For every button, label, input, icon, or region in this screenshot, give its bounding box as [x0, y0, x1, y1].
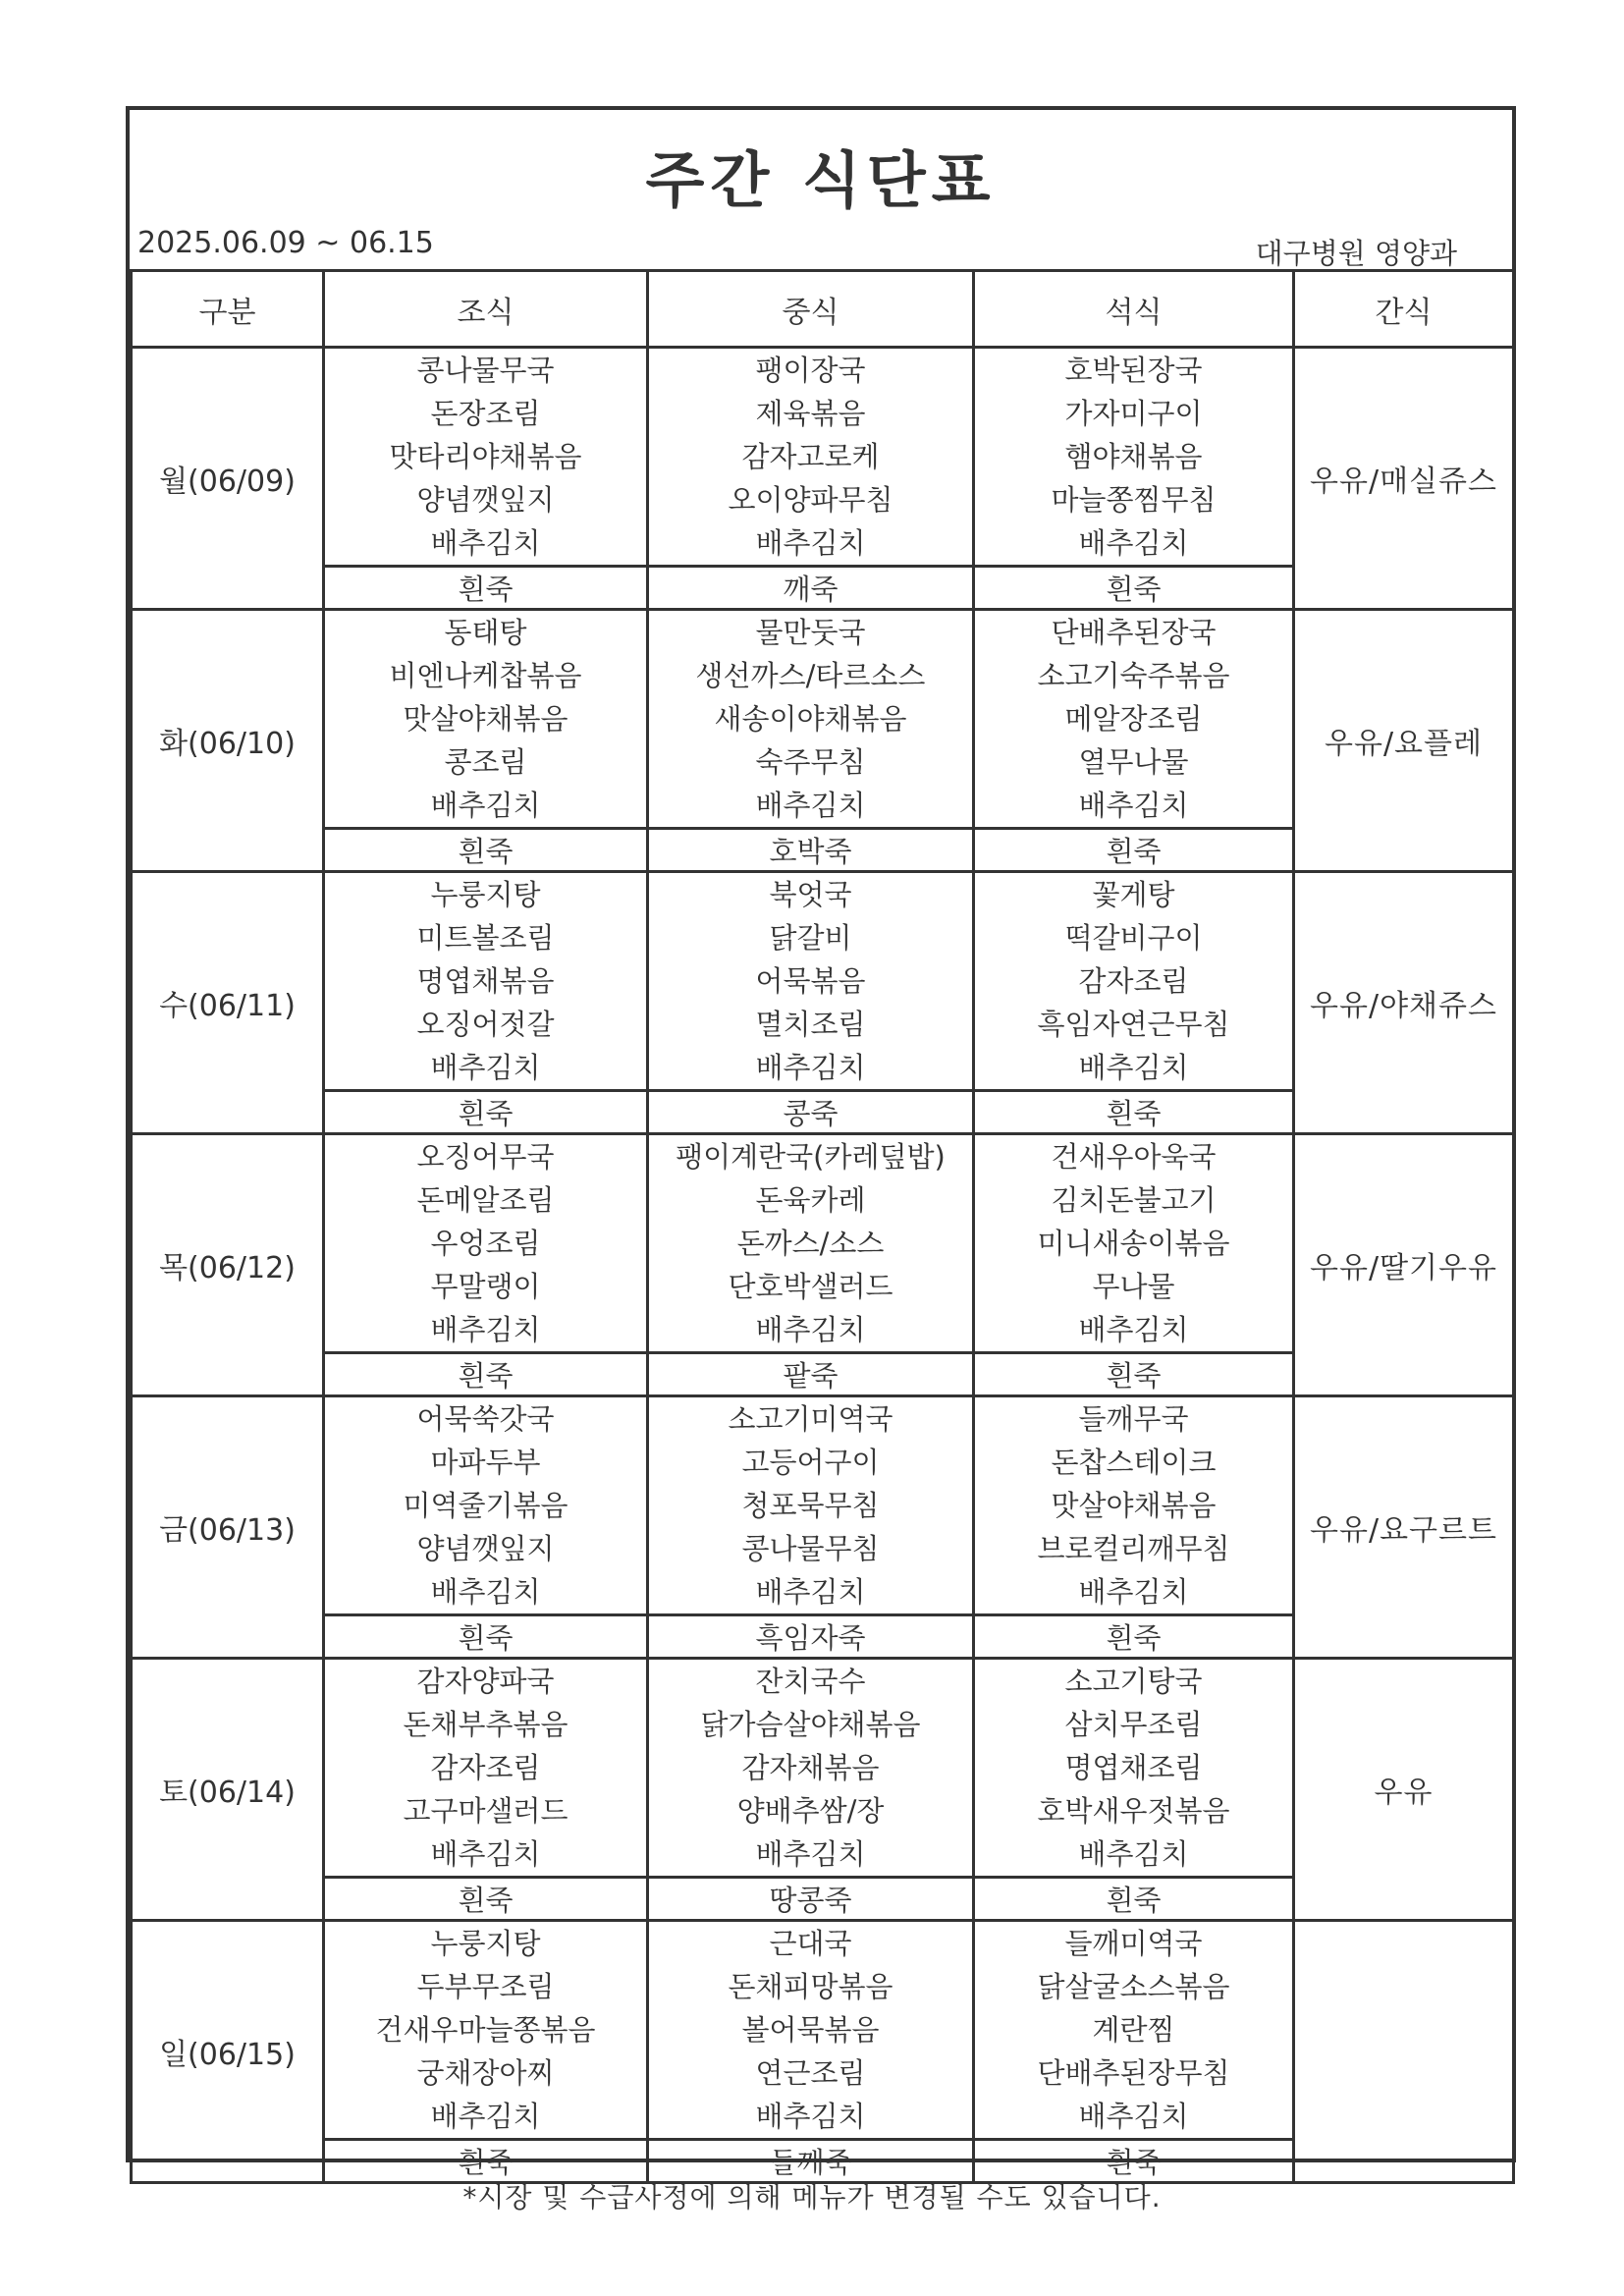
- day-label: 월(06/09): [132, 348, 324, 610]
- lunch-porridge: 콩죽: [648, 1091, 974, 1134]
- lunch-item: 돈육카레: [755, 1183, 866, 1217]
- snack-cell: 우유/딸기우유: [1294, 1134, 1514, 1396]
- breakfast-porridge: 흰죽: [324, 829, 648, 872]
- snack-cell: 우유/요플레: [1294, 610, 1514, 872]
- lunch-item: 어묵볶음: [755, 964, 866, 998]
- lunch-item: 배추김치: [755, 2100, 866, 2133]
- lunch-cell: [648, 1134, 974, 1353]
- dinner-cell: [974, 1921, 1294, 2140]
- breakfast-cell: [324, 872, 648, 1091]
- breakfast-cell: [324, 348, 648, 567]
- breakfast-item: 배추김치: [430, 1313, 541, 1346]
- day-row: [132, 1134, 1514, 1353]
- dinner-item: 배추김치: [1078, 1051, 1189, 1084]
- breakfast-cell: [324, 1921, 648, 2140]
- snack-cell: 우유/야채쥬스: [1294, 872, 1514, 1134]
- dinner-item: 가자미구이: [1064, 397, 1203, 430]
- menu-sheet: [126, 106, 1516, 2179]
- dinner-item: 닭살굴소스볶음: [1037, 1970, 1230, 2003]
- lunch-item: 연근조림: [755, 2056, 866, 2090]
- dinner-item: 명엽채조림: [1064, 1751, 1203, 1784]
- dinner-item: 미니새송이볶음: [1037, 1227, 1230, 1260]
- lunch-item: 단호박샐러드: [728, 1270, 893, 1303]
- dinner-porridge: 흰죽: [974, 1878, 1294, 1921]
- lunch-item: 고등어구이: [741, 1446, 880, 1479]
- breakfast-item: 미역줄기볶음: [403, 1489, 568, 1522]
- day-label: 토(06/14): [132, 1659, 324, 1921]
- dinner-item: 브로컬리깨무침: [1037, 1532, 1230, 1565]
- breakfast-item: 비엔나케찹볶음: [389, 659, 582, 692]
- lunch-porridge: 팥죽: [648, 1353, 974, 1396]
- breakfast-item: 배추김치: [430, 789, 541, 822]
- lunch-cell: [648, 1659, 974, 1878]
- header-snack: 간식: [1294, 271, 1514, 348]
- lunch-cell: [648, 348, 974, 567]
- lunch-item: 숙주무침: [755, 745, 866, 779]
- lunch-item: 멸치조림: [755, 1008, 866, 1041]
- lunch-item: 배추김치: [755, 1051, 866, 1084]
- lunch-cell: [648, 872, 974, 1091]
- breakfast-item: 우엉조림: [430, 1227, 541, 1260]
- breakfast-item: 배추김치: [430, 2100, 541, 2133]
- breakfast-item: 건새우마늘쫑볶음: [375, 2013, 596, 2047]
- breakfast-item: 배추김치: [430, 1575, 541, 1609]
- day-label: 수(06/11): [132, 872, 324, 1134]
- lunch-item: 근대국: [769, 1927, 852, 1960]
- lunch-porridge: 땅콩죽: [648, 1878, 974, 1921]
- dinner-item: 김치돈불고기: [1051, 1183, 1217, 1217]
- department-label: 대구병원 영양과: [1255, 237, 1457, 270]
- lunch-item: 오이양파무침: [728, 483, 893, 517]
- dinner-item: 마늘쫑찜무침: [1051, 483, 1217, 517]
- lunch-item: 배추김치: [755, 1837, 866, 1871]
- breakfast-item: 돈메알조림: [416, 1183, 555, 1217]
- dinner-item: 호박새우젓볶음: [1037, 1794, 1230, 1828]
- dinner-item: 계란찜: [1092, 2013, 1175, 2047]
- lunch-item: 닭갈비: [769, 921, 852, 955]
- page-title: 주간 식단표: [645, 144, 997, 216]
- dinner-item: 배추김치: [1078, 1837, 1189, 1871]
- dinner-porridge: 흰죽: [974, 1353, 1294, 1396]
- dinner-cell: [974, 610, 1294, 829]
- day-row: [132, 610, 1514, 829]
- day-label: 일(06/15): [132, 1921, 324, 2183]
- lunch-item: 볼어묵볶음: [741, 2013, 880, 2047]
- breakfast-porridge: 흰죽: [324, 1091, 648, 1134]
- breakfast-item: 양념깻잎지: [416, 483, 555, 517]
- dinner-porridge: 흰죽: [974, 829, 1294, 872]
- dinner-item: 맛살야채볶음: [1051, 1489, 1217, 1522]
- breakfast-porridge: 흰죽: [324, 1878, 648, 1921]
- snack-cell: 우유/요구르트: [1294, 1396, 1514, 1659]
- dinner-item: 흑임자연근무침: [1037, 1008, 1230, 1041]
- lunch-item: 소고기미역국: [728, 1402, 893, 1436]
- lunch-porridge: 깨죽: [648, 567, 974, 610]
- breakfast-item: 콩나물무국: [416, 354, 555, 387]
- lunch-item: 돈까스/소스: [736, 1227, 885, 1260]
- lunch-item: 생선까스/타르소스: [695, 659, 926, 692]
- breakfast-item: 무말랭이: [430, 1270, 541, 1303]
- breakfast-item: 누룽지탕: [430, 878, 541, 911]
- lunch-porridge: 들깨죽: [648, 2140, 974, 2183]
- snack-cell: 우유: [1294, 1659, 1514, 1921]
- dinner-item: 소고기숙주볶음: [1037, 659, 1230, 692]
- dinner-porridge: 흰죽: [974, 2140, 1294, 2183]
- dinner-item: 감자조림: [1078, 964, 1189, 998]
- lunch-item: 콩나물무침: [741, 1532, 880, 1565]
- breakfast-item: 동태탕: [444, 616, 527, 649]
- lunch-item: 배추김치: [755, 526, 866, 560]
- breakfast-item: 미트볼조림: [416, 921, 555, 955]
- header-dinner: 석식: [974, 271, 1294, 348]
- header-row: [132, 271, 1514, 348]
- dinner-porridge: 흰죽: [974, 567, 1294, 610]
- lunch-item: 돈채피망볶음: [728, 1970, 893, 2003]
- dinner-porridge: 흰죽: [974, 1615, 1294, 1659]
- lunch-cell: [648, 1921, 974, 2140]
- breakfast-porridge: 흰죽: [324, 1353, 648, 1396]
- lunch-item: 팽이장국: [755, 354, 866, 387]
- dinner-item: 돈찹스테이크: [1051, 1446, 1217, 1479]
- breakfast-cell: [324, 1134, 648, 1353]
- breakfast-item: 어묵쑥갓국: [416, 1402, 555, 1436]
- breakfast-item: 누룽지탕: [430, 1927, 541, 1960]
- lunch-cell: [648, 1396, 974, 1615]
- day-label: 목(06/12): [132, 1134, 324, 1396]
- lunch-item: 새송이야채볶음: [714, 702, 907, 736]
- breakfast-item: 오징어무국: [416, 1140, 555, 1174]
- day-row: [132, 872, 1514, 1091]
- lunch-item: 감자고로케: [741, 440, 880, 473]
- header-category: 구분: [132, 271, 324, 348]
- dinner-item: 단배추된장국: [1051, 616, 1217, 649]
- lunch-item: 배추김치: [755, 789, 866, 822]
- breakfast-cell: [324, 1659, 648, 1878]
- breakfast-cell: [324, 610, 648, 829]
- breakfast-item: 명엽채볶음: [416, 964, 555, 998]
- dinner-cell: [974, 1396, 1294, 1615]
- breakfast-item: 돈장조림: [430, 397, 541, 430]
- breakfast-porridge: 흰죽: [324, 567, 648, 610]
- lunch-porridge: 호박죽: [648, 829, 974, 872]
- dinner-item: 호박된장국: [1064, 354, 1203, 387]
- dinner-item: 햄야채볶음: [1064, 440, 1203, 473]
- dinner-cell: [974, 872, 1294, 1091]
- snack-cell: 우유/매실쥬스: [1294, 348, 1514, 610]
- lunch-item: 감자채볶음: [741, 1751, 880, 1784]
- dinner-item: 들깨미역국: [1064, 1927, 1203, 1960]
- day-row: [132, 1396, 1514, 1615]
- change-notice: *시장 및 수급사정에 의해 메뉴가 변경될 수도 있습니다.: [462, 2181, 1162, 2214]
- breakfast-item: 고구마샐러드: [403, 1794, 568, 1828]
- dinner-item: 들깨무국: [1078, 1402, 1189, 1436]
- menu-body: [132, 348, 1514, 2183]
- lunch-item: 양배추쌈/장: [736, 1794, 885, 1828]
- dinner-item: 삼치무조림: [1064, 1708, 1203, 1741]
- lunch-porridge: 흑임자죽: [648, 1615, 974, 1659]
- lunch-cell: [648, 610, 974, 829]
- dinner-cell: [974, 1134, 1294, 1353]
- breakfast-item: 돈채부추볶음: [403, 1708, 568, 1741]
- dinner-item: 배추김치: [1078, 789, 1189, 822]
- lunch-item: 물만둣국: [755, 616, 866, 649]
- breakfast-item: 오징어젓갈: [416, 1008, 555, 1041]
- breakfast-item: 맛살야채볶음: [403, 702, 568, 736]
- breakfast-item: 배추김치: [430, 526, 541, 560]
- dinner-item: 메알장조림: [1064, 702, 1203, 736]
- dinner-item: 꽃게탕: [1092, 878, 1175, 911]
- breakfast-porridge: 흰죽: [324, 2140, 648, 2183]
- lunch-item: 제육볶음: [755, 397, 866, 430]
- dinner-item: 배추김치: [1078, 1313, 1189, 1346]
- breakfast-item: 맛타리야채볶음: [389, 440, 582, 473]
- breakfast-item: 두부무조림: [416, 1970, 555, 2003]
- breakfast-porridge: 흰죽: [324, 1615, 648, 1659]
- day-row: [132, 1659, 1514, 1878]
- dinner-item: 떡갈비구이: [1064, 921, 1203, 955]
- dinner-item: 배추김치: [1078, 2100, 1189, 2133]
- dinner-item: 열무나물: [1078, 745, 1189, 779]
- day-label: 금(06/13): [132, 1396, 324, 1659]
- breakfast-item: 감자조림: [430, 1751, 541, 1784]
- dinner-item: 배추김치: [1078, 526, 1189, 560]
- dinner-item: 건새우아욱국: [1051, 1140, 1217, 1174]
- dinner-item: 배추김치: [1078, 1575, 1189, 1609]
- dinner-porridge: 흰죽: [974, 1091, 1294, 1134]
- breakfast-cell: [324, 1396, 648, 1615]
- dinner-item: 단배추된장무침: [1037, 2056, 1230, 2090]
- header-breakfast: 조식: [324, 271, 648, 348]
- lunch-item: 닭가슴살야채볶음: [700, 1708, 921, 1741]
- lunch-item: 북엇국: [769, 878, 852, 911]
- day-row: [132, 1921, 1514, 2140]
- lunch-item: 잔치국수: [755, 1665, 866, 1698]
- weekly-menu-table: [130, 269, 1515, 2184]
- lunch-item: 배추김치: [755, 1313, 866, 1346]
- dinner-cell: [974, 1659, 1294, 1878]
- breakfast-item: 마파두부: [430, 1446, 541, 1479]
- breakfast-item: 배추김치: [430, 1837, 541, 1871]
- date-range: 2025.06.09 ~ 06.15: [137, 226, 434, 260]
- breakfast-item: 감자양파국: [416, 1665, 555, 1698]
- dinner-item: 소고기탕국: [1064, 1665, 1203, 1698]
- breakfast-item: 궁채장아찌: [416, 2056, 555, 2090]
- dinner-item: 무나물: [1092, 1270, 1175, 1303]
- dinner-cell: [974, 348, 1294, 567]
- lunch-item: 배추김치: [755, 1575, 866, 1609]
- day-row: [132, 348, 1514, 567]
- breakfast-item: 양념깻잎지: [416, 1532, 555, 1565]
- snack-cell: [1294, 1921, 1514, 2183]
- breakfast-item: 콩조림: [444, 745, 527, 779]
- breakfast-item: 배추김치: [430, 1051, 541, 1084]
- header-lunch: 중식: [648, 271, 974, 348]
- lunch-item: 팽이계란국(카레덮밥): [676, 1140, 946, 1174]
- lunch-item: 청포묵무침: [741, 1489, 880, 1522]
- day-label: 화(06/10): [132, 610, 324, 872]
